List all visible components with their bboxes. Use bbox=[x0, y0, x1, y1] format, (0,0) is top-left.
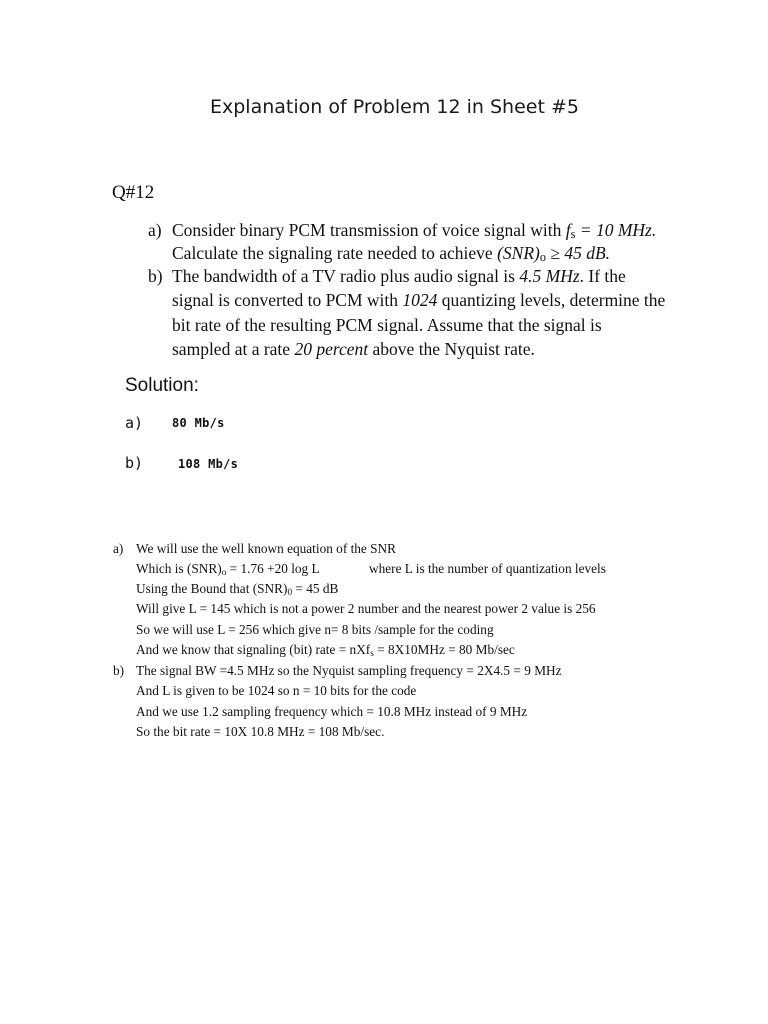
part-a-line-1: Consider binary PCM transmission of voice signal with $f_s = 10$ MHz. bbox=[172, 220, 657, 241]
solution-b-value: 108 Mb/s bbox=[178, 457, 239, 471]
explanation-a-line-3: Using the Bound that $(SNR)_0 = 45$ dB bbox=[136, 581, 339, 598]
part-a-line-2: Calculate the signaling rate needed to achieve $(SNR)_o \ge 45$ dB. bbox=[172, 243, 611, 264]
explanation-a-line-2: Which is $(SNR)_o = 1.76 +20$ log L bbox=[136, 561, 320, 578]
part-b-marker: b) bbox=[148, 266, 163, 286]
explanation-b-line-2: And L is given to be 1024 so n = 10 bits for the code bbox=[136, 683, 417, 698]
part-a-marker: a) bbox=[148, 220, 162, 240]
solution-a-marker: a) bbox=[125, 414, 144, 432]
explanation-a-line-5: So we will use L = 256 which give n= 8 bits /sample for the coding bbox=[136, 622, 494, 637]
solution-a-value: 80 Mb/s bbox=[172, 416, 225, 430]
explanation-a-line-4: Will give L = 145 which is not a power 2 number and the nearest power 2 value is 256 bbox=[136, 601, 596, 616]
explanation-b-marker: b) bbox=[113, 663, 125, 678]
explanation-b-line-4: So the bit rate = 10X 10.8 MHz = 108 Mb/sec. bbox=[136, 724, 385, 739]
explanation-a-marker: a) bbox=[113, 541, 124, 556]
explanation-b-line-1: The signal BW =4.5 MHz so the Nyquist sampling frequency = 2X4.5 = 9 MHz bbox=[136, 663, 562, 678]
question-heading: Q#12 bbox=[112, 182, 155, 203]
solution-b-marker: b) bbox=[125, 454, 144, 472]
solution-heading: Solution: bbox=[125, 375, 199, 396]
part-b-line-1: The bandwidth of a TV radio plus audio signal is 4.5 MHz. If the bbox=[172, 266, 626, 286]
explanation-b-line-3: And we use 1.2 sampling frequency which = 10.8 MHz instead of 9 MHz bbox=[136, 704, 528, 719]
part-b-line-3: bit rate of the resulting PCM signal. Assume that the signal is bbox=[172, 315, 602, 335]
explanation-a-line-6: And we know that signaling (bit) rate = nXf$_s$ = 8X10MHz = 80 Mb/sec bbox=[136, 642, 515, 659]
explanation-a-line-2-note: where L is the number of quantization levels bbox=[369, 561, 606, 576]
explanation-a-line-1: We will use the well known equation of the SNR bbox=[136, 541, 397, 556]
part-b-line-4: sampled at a rate 20 percent above the Nyquist rate. bbox=[172, 339, 535, 359]
page-title: Explanation of Problem 12 in Sheet #5 bbox=[210, 96, 579, 118]
part-b-line-2: signal is converted to PCM with 1024 quantizing levels, determine the bbox=[172, 290, 666, 310]
